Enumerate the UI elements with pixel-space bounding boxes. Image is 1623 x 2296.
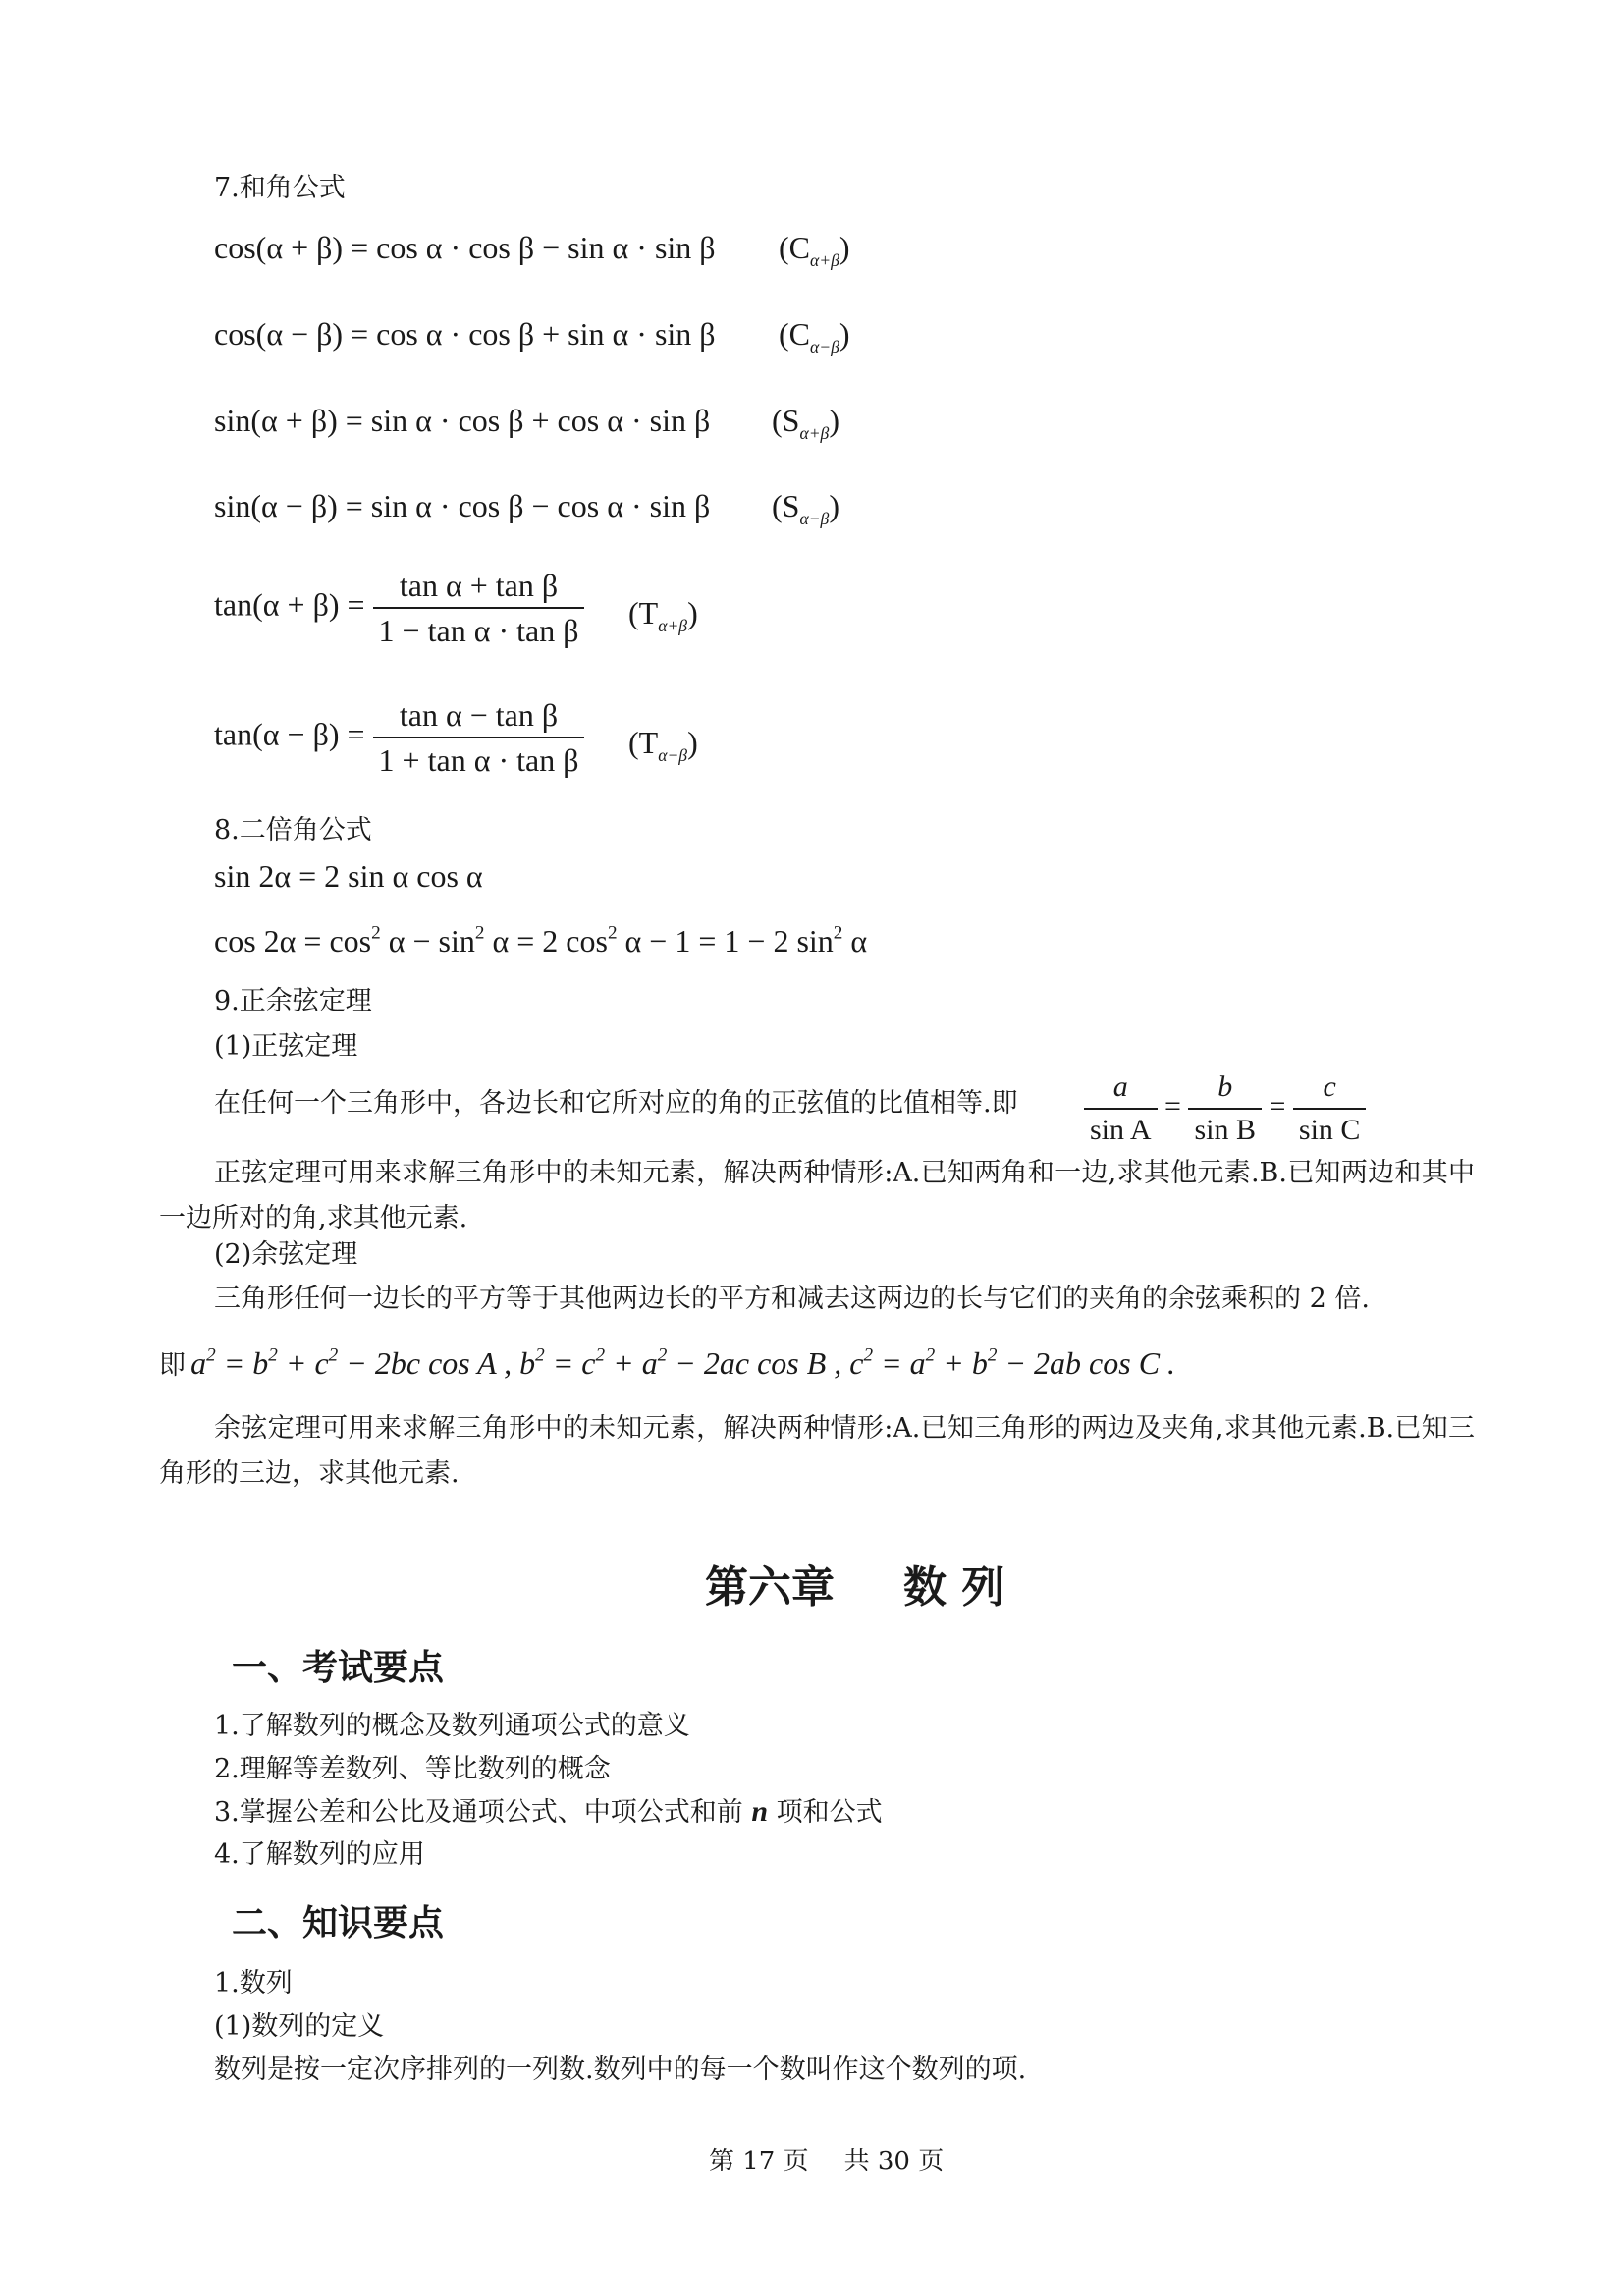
section-exam-points: 一、考试要点 — [232, 1648, 445, 1688]
formula-cos-diff: cos(α − β) = cos α · cos β + sin α · sin β — [214, 316, 716, 352]
tag-cos-diff: $(C_{\alpha-\beta})$ — [779, 316, 850, 356]
exam-point-3: 3.掌握公差和公比及通项公式、中项公式和前 n 项和公式 — [214, 1795, 883, 1828]
knowledge-item-definition-text: 数列是按一定次序排列的一列数.数列中的每一个数叫作这个数列的项. — [214, 2054, 1027, 2085]
formula-cos-sum: cos(α + β) = cos α · cos β − sin α · sin β — [214, 230, 716, 265]
sine-law-heading: (1)正弦定理 — [214, 1031, 358, 1062]
cosine-law-heading: (2)余弦定理 — [214, 1239, 358, 1270]
tag-tan-diff: $(T_{\alpha-\beta})$ — [628, 725, 698, 765]
tag-sin-diff: $(S_{\alpha-\beta})$ — [772, 488, 839, 528]
cosine-law-formula-line: 即 $a^2 = b^2 + c^2 - 2bc$ cos A , $b^2 = c^2 + a^2 - 2ac$ cos B , $c^2 = a^2 + b^2 - 2ab$ cos C . — [159, 1344, 1176, 1381]
fraction-tan-sum: $\frac{\text{tan α + tan β}}{\text{1 − tan α · tan β}}$ — [373, 570, 585, 646]
chapter-title: 第六章 数 列 — [705, 1562, 1005, 1613]
formula-tan-diff: tan(α − β) = $\frac{\text{tan α − tan β}}{\text{1 + tan α · tan β}}$ — [214, 699, 584, 776]
section-7-title: 7.和角公式 — [214, 173, 346, 203]
exam-point-2: 2.理解等差数列、等比数列的概念 — [214, 1754, 611, 1784]
fraction-tan-diff: $\frac{\text{tan α − tan β}}{\text{1 + tan α · tan β}}$ — [373, 699, 585, 776]
exam-point-1: 1.了解数列的概念及数列通项公式的意义 — [214, 1711, 690, 1741]
formula-sin-sum: sin(α + β) = sin α · cos β + cos α · sin β — [214, 403, 711, 438]
formula-sin-double: sin 2α = 2 sin α cos α — [214, 858, 483, 894]
tag-cos-sum: $(C_{\alpha+\beta})$ — [779, 230, 850, 270]
cosine-law-statement: 三角形任何一边长的平方等于其他两边长的平方和减去这两边的长与它们的夹角的余弦乘积的 2 倍. — [214, 1284, 1370, 1314]
cosine-law-usage: 余弦定理可用来求解三角形中的未知元素，解决两种情形:A.已知三角形的两边及夹角,求其他元素.B.已知三角形的三边，求其他元素. — [159, 1413, 1475, 1489]
page-footer: 第 17 页 共 30 页 — [709, 2147, 945, 2176]
tag-tan-sum: $(T_{\alpha+\beta})$ — [628, 595, 698, 635]
formula-sin-diff: sin(α − β) = sin α · cos β − cos α · sin β — [214, 488, 711, 523]
formula-cos-double: $\cos 2\alpha = \cos^2 \alpha - \sin^2 \alpha = 2$ $\cos^2 \alpha - 1 = 1 - 2$ $\sin^2 \alpha$ — [214, 922, 868, 958]
section-knowledge-points: 二、知识要点 — [232, 1903, 445, 1943]
knowledge-item-definition: (1)数列的定义 — [214, 2011, 385, 2042]
sine-law-statement: 在任何一个三角形中，各边长和它所对应的角的正弦值的比值相等.即 — [214, 1088, 1018, 1119]
exam-point-4: 4.了解数列的应用 — [214, 1839, 425, 1870]
formula-tan-sum: tan(α + β) = $\frac{\text{tan α + tan β}}{\text{1 − tan α · tan β}}$ — [214, 570, 584, 646]
tag-sin-sum: $(S_{\alpha+\beta})$ — [772, 403, 839, 443]
knowledge-item-1: 1.数列 — [214, 1968, 293, 1998]
section-8-title: 8.二倍角公式 — [214, 815, 372, 846]
sine-law-usage: 正弦定理可用来求解三角形中的未知元素，解决两种情形:A.已知两角和一边,求其他元素.B.已知两边和其中一边所对的角,求其他元素. — [159, 1158, 1475, 1233]
section-9-title: 9.正余弦定理 — [214, 986, 372, 1016]
sine-law-formula: $\frac{a}{\text{sin A}}$ = $\frac{b}{\text{sin B}}$ = $\frac{c}{\text{sin C}}$ — [1084, 1072, 1366, 1145]
